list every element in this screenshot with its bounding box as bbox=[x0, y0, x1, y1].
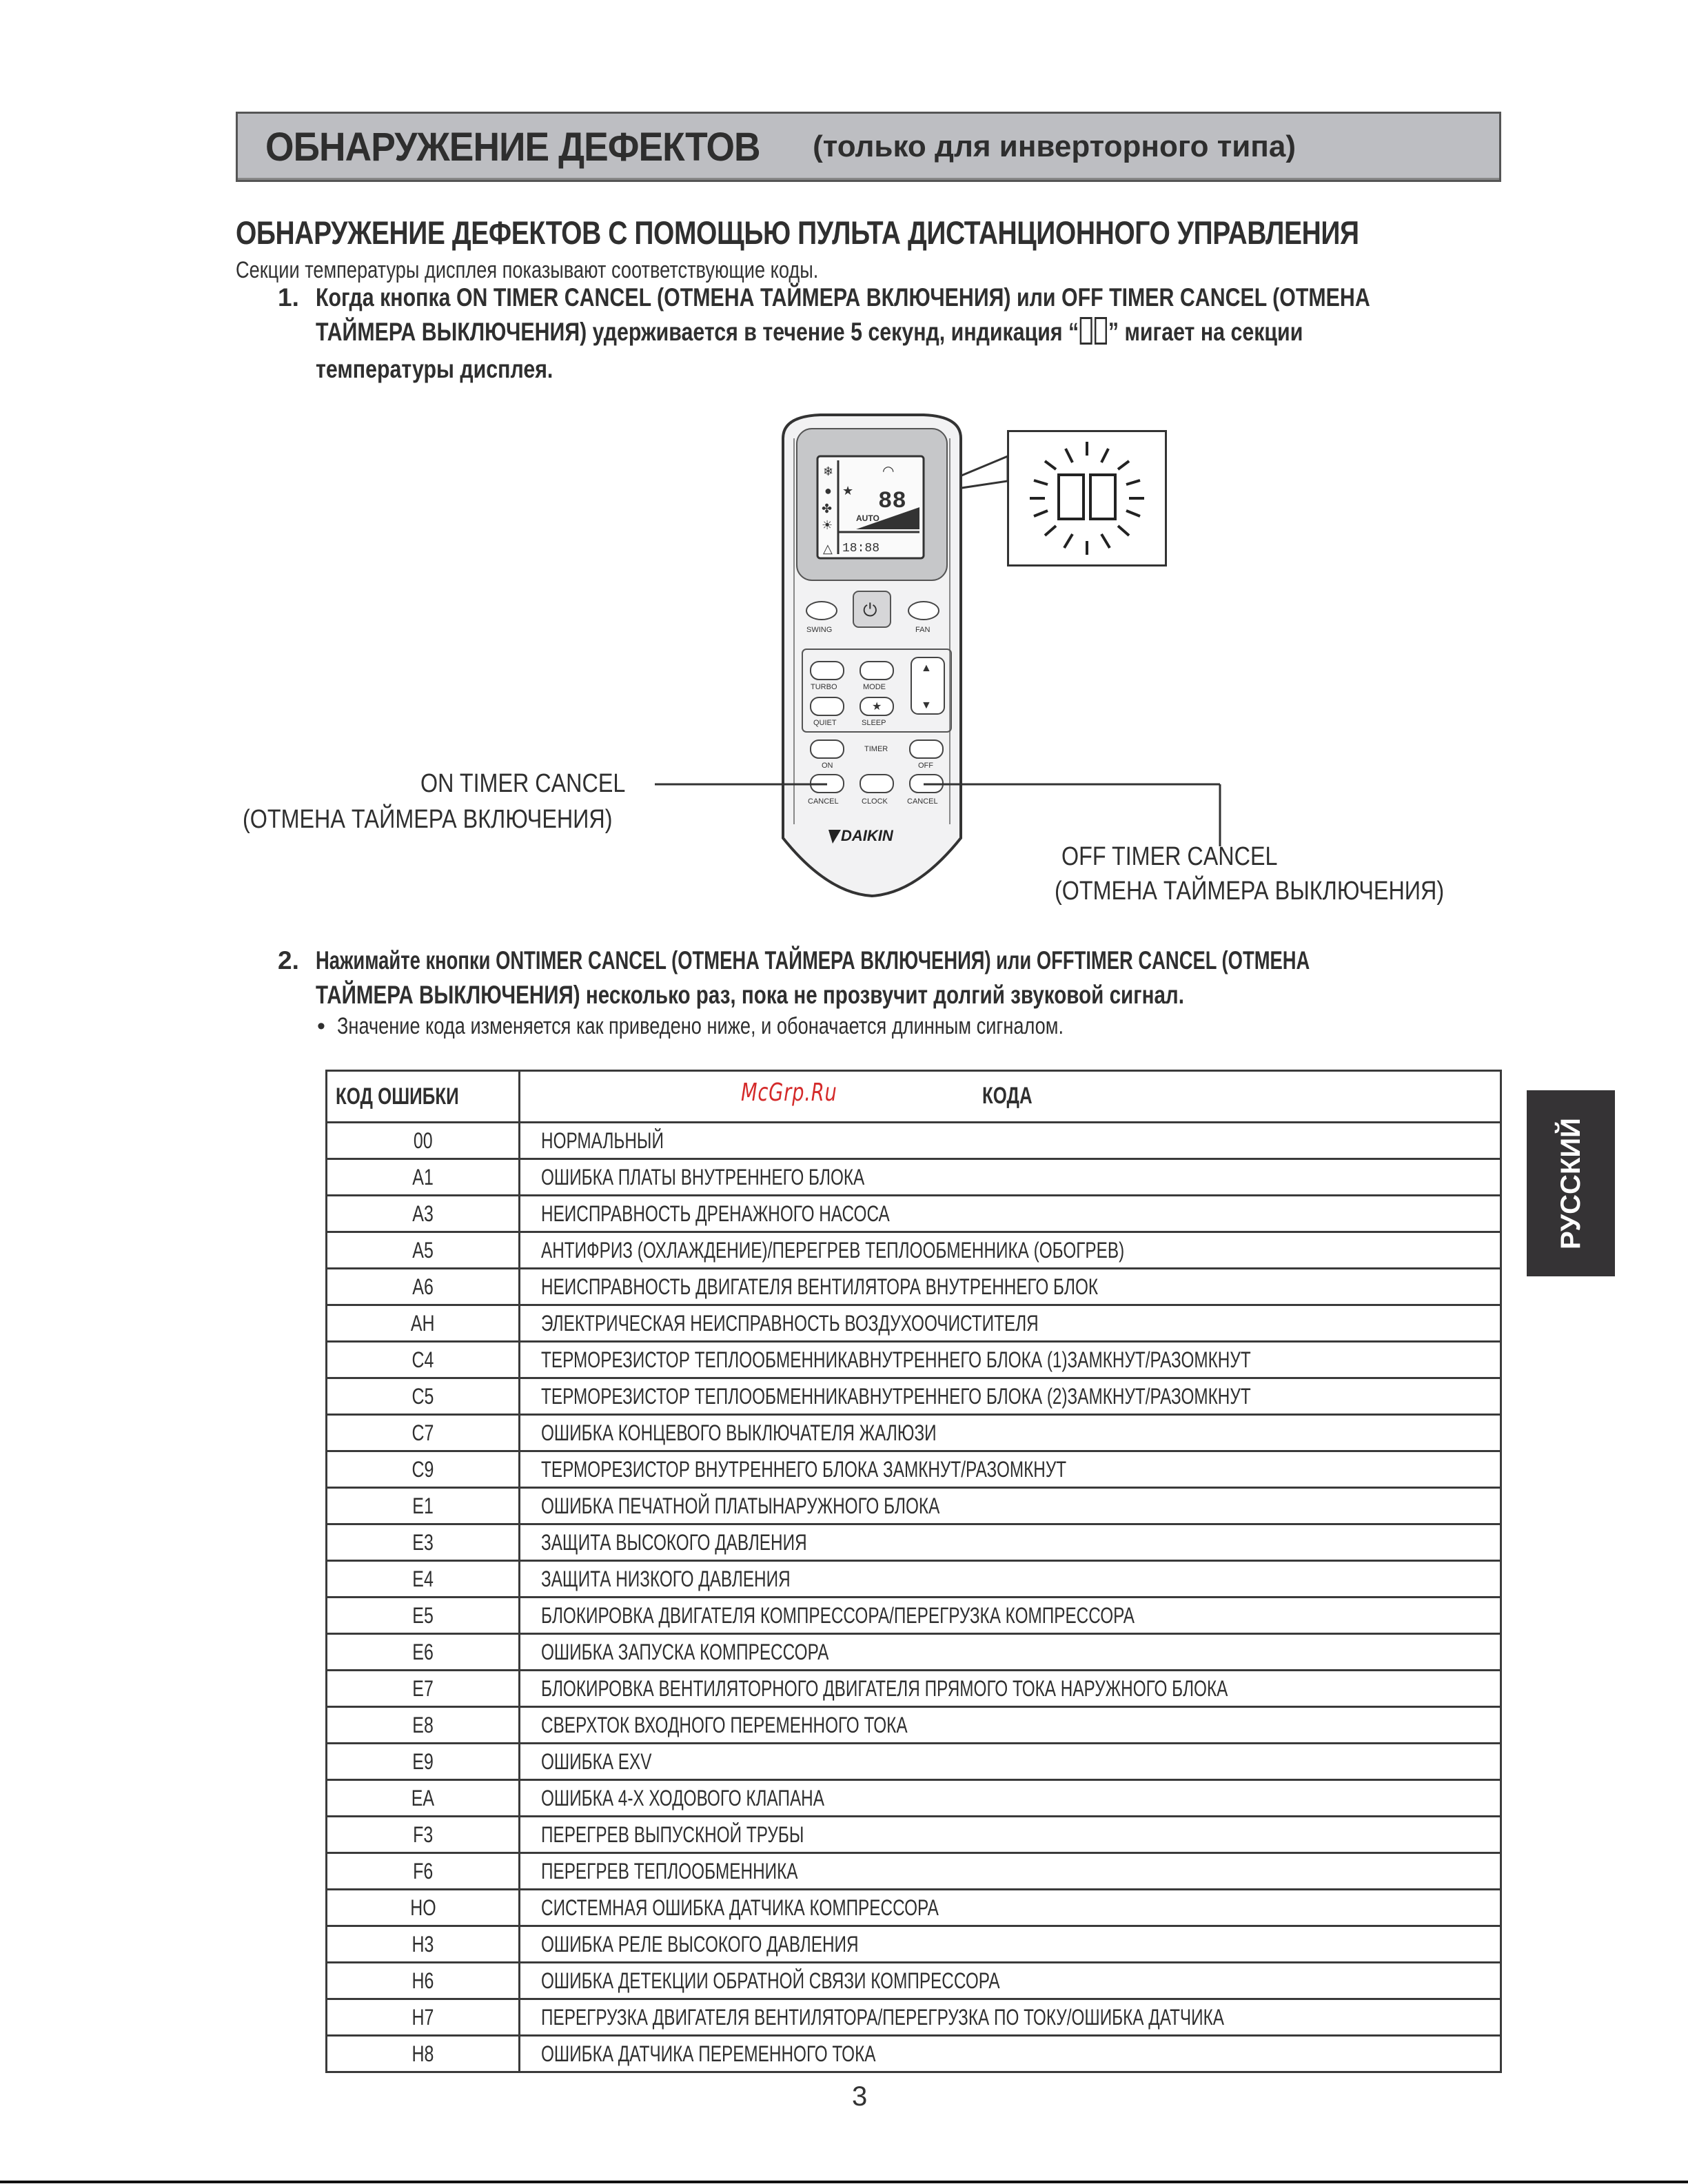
error-code: E3 bbox=[327, 1524, 520, 1561]
table-row bbox=[327, 1378, 1501, 1415]
power-icon: ⏻ bbox=[863, 600, 877, 620]
error-code: H8 bbox=[327, 2036, 520, 2072]
page-subtitle: (только для инверторного типа) bbox=[813, 130, 1296, 163]
error-description: НЕИСПРАВНОСТЬ ДВИГАТЕЛЯ ВЕНТИЛЯТОРА ВНУТРЕННЕГО БЛОК bbox=[520, 1269, 1501, 1305]
error-description: ТЕРМОРЕЗИСТОР ТЕПЛООБМЕННИКАВНУТРЕННЕГО БЛОКА (1)ЗАМКНУТ/РАЗОМКНУТ bbox=[520, 1342, 1501, 1378]
lcd-clock-digits: 18:88 bbox=[842, 542, 880, 555]
error-description: ОШИБКА ПЕЧАТНОЙ ПЛАТЫНАРУЖНОГО БЛОКА bbox=[520, 1488, 1501, 1524]
turbo-button bbox=[811, 662, 844, 680]
error-description: СВЕРХТОК ВХОДНОГО ПЕРЕМЕННОГО ТОКА bbox=[520, 1707, 1501, 1744]
table-row bbox=[327, 1963, 1501, 1999]
error-description: НОРМАЛЬНЫЙ bbox=[520, 1123, 1501, 1159]
fan-button bbox=[908, 602, 939, 620]
table-row bbox=[327, 2036, 1501, 2072]
table-row bbox=[327, 1744, 1501, 1780]
table-row bbox=[327, 1780, 1501, 1817]
error-code: H7 bbox=[327, 1999, 520, 2036]
lcd-auto-label: AUTO bbox=[856, 513, 879, 523]
table-row bbox=[327, 1890, 1501, 1926]
on-timer-cancel-callout-ru: (ОТМЕНА ТАЙМЕРА ВКЛЮЧЕНИЯ) bbox=[243, 805, 613, 834]
quiet-label: QUIET bbox=[813, 719, 837, 727]
table-row bbox=[327, 1598, 1501, 1634]
sleep-label: SLEEP bbox=[862, 719, 886, 727]
step-1-line-2 bbox=[316, 316, 1303, 349]
error-code-table bbox=[325, 1070, 1502, 2073]
cancel-on-label: CANCEL bbox=[808, 797, 839, 806]
error-description: ТЕРМОРЕЗИСТОР ТЕПЛООБМЕННИКАВНУТРЕННЕГО БЛОКА (2)ЗАМКНУТ/РАЗОМКНУТ bbox=[520, 1378, 1501, 1415]
display-zoom-box bbox=[1007, 430, 1167, 567]
step-1-line-2-after: ” мигает на секции bbox=[1108, 318, 1303, 346]
watermark: McGrp.Ru bbox=[741, 1079, 837, 1107]
step-2-line-1: Нажимайте кнопки ONTIMER CANCEL (ОТМЕНА ТАЙМЕРА ВКЛЮЧЕНИЯ) или OFFTIMER CANCEL (ОТМЕНА bbox=[316, 946, 1310, 974]
error-code: F6 bbox=[327, 1853, 520, 1890]
error-description: АНТИФРИЗ (ОХЛАЖДЕНИЕ)/ПЕРЕГРЕВ ТЕПЛООБМЕННИКА (ОБОГРЕВ) bbox=[520, 1232, 1501, 1269]
error-code: AH bbox=[327, 1305, 520, 1342]
error-code: A6 bbox=[327, 1269, 520, 1305]
table-row bbox=[327, 1671, 1501, 1707]
error-description: ОШИБКА КОНЦЕВОГО ВЫКЛЮЧАТЕЛЯ ЖАЛЮЗИ bbox=[520, 1415, 1501, 1451]
title-banner bbox=[236, 112, 1501, 182]
table-row bbox=[327, 1159, 1501, 1196]
table-row bbox=[327, 1123, 1501, 1159]
error-code: C4 bbox=[327, 1342, 520, 1378]
error-code: A5 bbox=[327, 1232, 520, 1269]
warning-icon: △ bbox=[823, 542, 833, 555]
error-description: ОШИБКА EXV bbox=[520, 1744, 1501, 1780]
step-2-line-2: ТАЙМЕРА ВЫКЛЮЧЕНИЯ) несколько раз, пока не прозвучит долгий звуковой сигнал. bbox=[316, 981, 1184, 1009]
swing-label: SWING bbox=[806, 626, 833, 634]
arrow-up-icon: ▲ bbox=[921, 662, 932, 674]
cancel-off-label: CANCEL bbox=[907, 797, 938, 806]
on-label: ON bbox=[822, 762, 833, 770]
error-description: ОШИБКА ДАТЧИКА ПЕРЕМЕННОГО ТОКА bbox=[520, 2036, 1501, 2072]
step-1-number: 1. bbox=[278, 283, 299, 312]
error-description: ОШИБКА ЗАПУСКА КОМПРЕССОРА bbox=[520, 1634, 1501, 1671]
error-code: E1 bbox=[327, 1488, 520, 1524]
error-description: ЗАЩИТА НИЗКОГО ДАВЛЕНИЯ bbox=[520, 1561, 1501, 1598]
step-2-number: 2. bbox=[278, 946, 299, 974]
lcd-temp-digits: 88 bbox=[878, 489, 906, 515]
error-description: ЭЛЕКТРИЧЕСКАЯ НЕИСПРАВНОСТЬ ВОЗДУХООЧИСТИТЕЛЯ bbox=[520, 1305, 1501, 1342]
error-code: A3 bbox=[327, 1196, 520, 1232]
error-code: A1 bbox=[327, 1159, 520, 1196]
error-code: C9 bbox=[327, 1451, 520, 1488]
error-code: E9 bbox=[327, 1744, 520, 1780]
fan-mode-icon: ✤ bbox=[822, 502, 833, 516]
snowflake-icon: ❄ bbox=[823, 465, 834, 478]
clock-label: CLOCK bbox=[862, 797, 888, 806]
error-code: F3 bbox=[327, 1817, 520, 1853]
section-heading: ОБНАРУЖЕНИЕ ДЕФЕКТОВ С ПОМОЩЬЮ ПУЛЬТА ДИСТАНЦИОННОГО УПРАВЛЕНИЯ bbox=[236, 214, 1359, 251]
error-description: ОШИБКА ДЕТЕКЦИИ ОБРАТНОЙ СВЯЗИ КОМПРЕССОРА bbox=[520, 1963, 1501, 1999]
step-1-line-3: температуры дисплея. bbox=[316, 355, 553, 383]
error-code: E4 bbox=[327, 1561, 520, 1598]
table-row bbox=[327, 1269, 1501, 1305]
table-row bbox=[327, 1999, 1501, 2036]
step-1-line-2-before: ТАЙМЕРА ВЫКЛЮЧЕНИЯ) удерживается в течение 5 секунд, индикация “ bbox=[316, 318, 1079, 346]
bullet-icon: • bbox=[317, 1013, 325, 1039]
step-2-bullet-text: Значение кода изменяется как приведено ниже, и обоначается длинным сигналом. bbox=[337, 1013, 1064, 1039]
page-title: ОБНАРУЖЕНИЕ ДЕФЕКТОВ bbox=[265, 124, 760, 170]
error-description: ЗАЩИТА ВЫСОКОГО ДАВЛЕНИЯ bbox=[520, 1524, 1501, 1561]
error-code: H6 bbox=[327, 1963, 520, 1999]
timer-off-button bbox=[910, 740, 943, 758]
error-description: БЛОКИРОВКА ДВИГАТЕЛЯ КОМПРЕССОРА/ПЕРЕГРУЗКА КОМПРЕССОРА bbox=[520, 1598, 1501, 1634]
off-timer-cancel-callout: OFF TIMER CANCEL bbox=[1061, 842, 1278, 871]
timer-on-button bbox=[811, 740, 844, 758]
sleep-star-icon: ★ bbox=[872, 701, 882, 713]
sun-icon: ☀ bbox=[822, 518, 833, 532]
on-timer-cancel-callout: ON TIMER CANCEL bbox=[420, 769, 626, 798]
error-description: ПЕРЕГРУЗКА ДВИГАТЕЛЯ ВЕНТИЛЯТОРА/ПЕРЕГРУЗКА ПО ТОКУ/ОШИБКА ДАТЧИКА bbox=[520, 1999, 1501, 2036]
star-icon: ★ bbox=[842, 484, 854, 498]
header-description: McGrp.Ru КОДА bbox=[520, 1071, 1501, 1123]
table-row bbox=[327, 1305, 1501, 1342]
error-code: H3 bbox=[327, 1926, 520, 1963]
mode-button bbox=[860, 662, 893, 680]
off-timer-cancel-callout-ru: (ОТМЕНА ТАЙМЕРА ВЫКЛЮЧЕНИЯ) bbox=[1055, 877, 1445, 906]
language-tab: РУССКИЙ bbox=[1527, 1090, 1615, 1276]
arrow-down-icon: ▼ bbox=[921, 700, 932, 711]
error-description: ПЕРЕГРЕВ ТЕПЛООБМЕННИКА bbox=[520, 1853, 1501, 1890]
error-code: 00 bbox=[327, 1123, 520, 1159]
error-code: C7 bbox=[327, 1415, 520, 1451]
off-label: OFF bbox=[918, 762, 933, 770]
error-description: ТЕРМОРЕЗИСТОР ВНУТРЕННЕГО БЛОКА ЗАМКНУТ/РАЗОМКНУТ bbox=[520, 1451, 1501, 1488]
error-code: E8 bbox=[327, 1707, 520, 1744]
table-row bbox=[327, 1561, 1501, 1598]
table-row bbox=[327, 1926, 1501, 1963]
quiet-button bbox=[811, 697, 844, 715]
table-row bbox=[327, 1451, 1501, 1488]
error-description: БЛОКИРОВКА ВЕНТИЛЯТОРНОГО ДВИГАТЕЛЯ ПРЯМОГО ТОКА НАРУЖНОГО БЛОКА bbox=[520, 1671, 1501, 1707]
blink-indicator-icon bbox=[1079, 318, 1108, 346]
error-code: E7 bbox=[327, 1671, 520, 1707]
error-description: ОШИБКА ПЛАТЫ ВНУТРЕННЕГО БЛОКА bbox=[520, 1159, 1501, 1196]
table-row bbox=[327, 1707, 1501, 1744]
table-row bbox=[327, 1196, 1501, 1232]
drop-icon: ● bbox=[824, 484, 832, 498]
error-description: СИСТЕМНАЯ ОШИБКА ДАТЧИКА КОМПРЕССОРА bbox=[520, 1890, 1501, 1926]
table-row bbox=[327, 1634, 1501, 1671]
error-description: ОШИБКА РЕЛЕ ВЫСОКОГО ДАВЛЕНИЯ bbox=[520, 1926, 1501, 1963]
error-code: E6 bbox=[327, 1634, 520, 1671]
table-header-row bbox=[327, 1071, 1501, 1123]
error-code: HO bbox=[327, 1890, 520, 1926]
bottom-rule bbox=[0, 2181, 1688, 2183]
swing-button bbox=[806, 602, 837, 620]
table-row bbox=[327, 1415, 1501, 1451]
step-1-line-1: Когда кнопка ON TIMER CANCEL (ОТМЕНА ТАЙМЕРА ВКЛЮЧЕНИЯ) или OFF TIMER CANCEL (ОТМЕНА bbox=[316, 283, 1370, 312]
error-code: C5 bbox=[327, 1378, 520, 1415]
error-description: ПЕРЕГРЕВ ВЫПУСКНОЙ ТРУБЫ bbox=[520, 1817, 1501, 1853]
error-description: НЕИСПРАВНОСТЬ ДРЕНАЖНОГО НАСОСА bbox=[520, 1196, 1501, 1232]
header-code: КОД ОШИБКИ bbox=[327, 1071, 520, 1123]
wifi-icon: ◠ bbox=[882, 464, 895, 479]
table-row bbox=[327, 1817, 1501, 1853]
section-intro: Секции температуры дисплея показывают соответствующие коды. bbox=[236, 257, 819, 283]
brand-logo: DAIKIN bbox=[841, 827, 893, 844]
error-code: EA bbox=[327, 1780, 520, 1817]
turbo-label: TURBO bbox=[811, 683, 837, 691]
table-row bbox=[327, 1853, 1501, 1890]
table-row bbox=[327, 1232, 1501, 1269]
table-row bbox=[327, 1342, 1501, 1378]
table-row bbox=[327, 1488, 1501, 1524]
page-number: 3 bbox=[852, 2081, 868, 2112]
error-code: E5 bbox=[327, 1598, 520, 1634]
blinking-00-icon bbox=[1009, 432, 1165, 564]
step-2-bullet bbox=[317, 1013, 1245, 1040]
error-description: ОШИБКА 4-Х ХОДОВОГО КЛАПАНА bbox=[520, 1780, 1501, 1817]
mode-label: MODE bbox=[863, 683, 886, 691]
fan-label: FAN bbox=[915, 626, 931, 634]
timer-label: TIMER bbox=[864, 745, 888, 753]
table-row bbox=[327, 1524, 1501, 1561]
